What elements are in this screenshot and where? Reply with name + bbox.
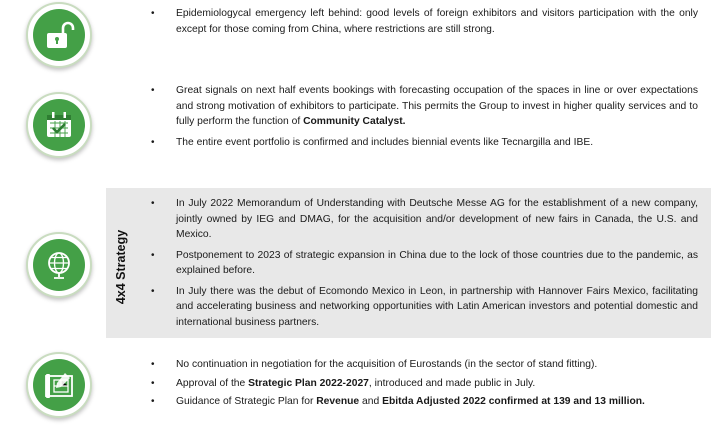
bullet-item: • Guidance of Strategic Plan for Revenue and Ebitda Adjusted 2022 confirmed at 139 and 13 million. (176, 394, 698, 410)
section-2-bullets (176, 83, 698, 155)
bullet-item: • Epidemiologycal emergency left behind: good levels of foreign exhibitors and visitors participation with the only except for those coming from China, where restrictions are still strong. (176, 6, 698, 37)
bullet-item: • Postponement to 2023 of strategic expansion in China due to the lock of those countries due to the pandemic, as explained before. (176, 248, 698, 279)
blueprint-plan-icon (26, 352, 92, 418)
bullet-item: • Great signals on next half events bookings with forecasting occupation of the spaces in line or over expectations and strong motivation of exhibitors to participate. This permits the Group to invest in higher quality services and to fully perform the function of Community Catalyst. (176, 83, 698, 130)
strategy-label-text: 4x4 Strategy (114, 229, 129, 305)
section-3-bullets (176, 196, 698, 335)
bullet-item: • Approval of the Strategic Plan 2022-2027, introduced and made public in July. (176, 376, 698, 392)
globe-icon (26, 232, 92, 298)
section-1-bullets (176, 6, 698, 42)
bullet-item: • In July there was the debut of Ecomondo Mexico in Leon, in partnership with Hannover Fairs Mexico, facilitating and accelerating business and networking opportunities with Latin American investors and potential domestic and international business partners. (176, 284, 698, 331)
calendar-check-icon (26, 92, 92, 158)
bullet-item: • The entire event portfolio is confirmed and includes biennial events like Tecnargilla and IBE. (176, 135, 698, 151)
unlocked-padlock-icon (26, 2, 92, 68)
strategy-side-label (99, 229, 143, 305)
section-4-bullets (176, 357, 698, 415)
bullet-item: • In July 2022 Memorandum of Understanding with Deutsche Messe AG for the establishment of a new company, jointly owned by IEG and DMAG, for the acquisition and/or development of new fairs in Canada, the U.S. and Mexico. (176, 196, 698, 243)
bullet-item: • No continuation in negotiation for the acquisition of Eurostands (in the sector of stand fitting). (176, 357, 698, 373)
